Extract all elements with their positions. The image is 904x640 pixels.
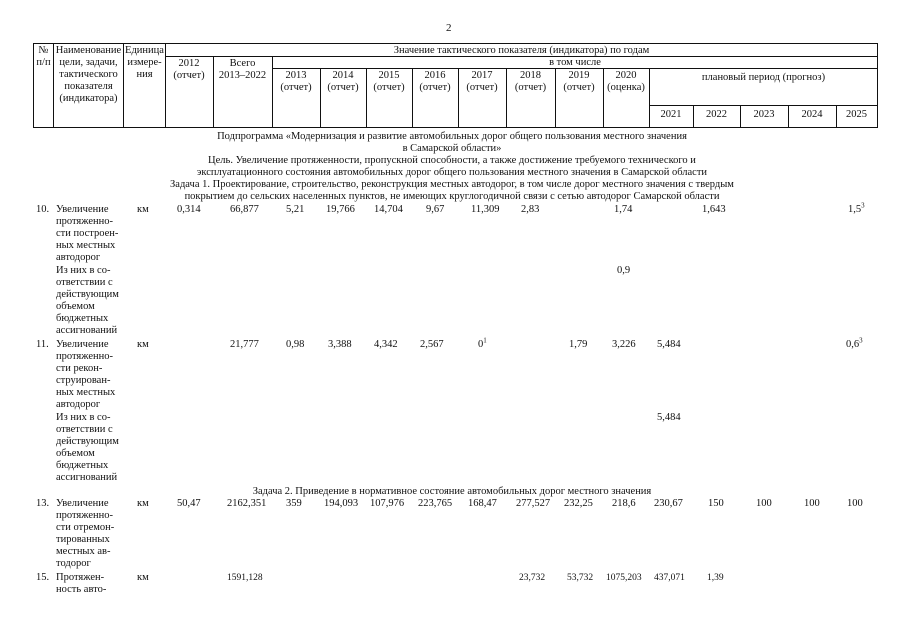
- header-plan-title: плановый период (прогноз): [701, 72, 826, 83]
- header-total-1: Всего: [229, 58, 256, 69]
- task2-title: Задача 2. Приведение в нормативное состояние автомобильных дорог местного значения: [252, 486, 652, 497]
- value-2018: 23,732: [519, 573, 546, 583]
- header-plan-2022: 2022: [706, 109, 727, 120]
- value-2021: 5,484: [657, 412, 681, 423]
- header-year-2016: 2016: [424, 70, 446, 81]
- value-2022: 1,39: [707, 573, 724, 583]
- value-2019: 1,79: [569, 339, 588, 350]
- row-unit: км: [137, 498, 149, 509]
- value-2025: 100: [847, 498, 863, 509]
- value-2012: 0,314: [177, 204, 201, 215]
- header-name-1: Наименование: [55, 45, 122, 56]
- header-total-2: 2013–2022: [218, 70, 267, 81]
- header-note-2014: (отчет): [327, 82, 359, 93]
- row-name: Протяжен- ность авто-: [56, 572, 107, 595]
- value-2013: 0,98: [286, 339, 305, 350]
- row-unit: км: [137, 204, 149, 215]
- row-number: 15.: [36, 572, 50, 583]
- value-2013: 359: [286, 498, 302, 509]
- header-name-4: показателя: [64, 81, 113, 92]
- value-2016: 9,67: [426, 204, 445, 215]
- header-plan-2024: 2024: [801, 109, 823, 120]
- value-2020: 3,226: [612, 339, 636, 350]
- page-number: 2: [446, 22, 452, 34]
- value-total: 2162,351: [227, 498, 267, 509]
- header-note-2016: (отчет): [419, 82, 451, 93]
- value-2015: 4,342: [374, 339, 398, 350]
- row-name: Увеличение протяженно- сти построен- ных местных автодорог: [56, 204, 119, 263]
- header-2012-year: 2012: [178, 58, 200, 69]
- task1-line1: Задача 1. Проектирование, строительство, реконструкция местных автодорог, в том числе дорог местного значения с твердым: [170, 179, 734, 190]
- value-2014: 3,388: [328, 339, 352, 350]
- value-2023: 100: [756, 498, 772, 509]
- header-subgroup-title: в том числе: [549, 57, 601, 68]
- task1-line2: покрытием до сельских населенных пунктов, не имеющих круглогодичной связи с сетью автодорог Самарской области: [184, 191, 720, 202]
- header-name-3: тактического: [59, 69, 118, 80]
- header-note-2020: (оценка): [607, 82, 645, 93]
- header-note-2019: (отчет): [563, 82, 595, 93]
- value-2018: 2,83: [521, 204, 540, 215]
- row-unit: км: [137, 339, 149, 350]
- row-number: 10.: [36, 204, 50, 215]
- row-name: Из них в со- ответствии с действующим объемом бюджетных ассигнований: [56, 412, 119, 483]
- value-2016: 2,567: [420, 339, 444, 350]
- header-note-2018: (отчет): [514, 82, 547, 93]
- header-year-2014: 2014: [332, 70, 354, 81]
- header-group-title: Значение тактического показателя (индикатора) по годам: [393, 45, 650, 56]
- value-2019: 232,25: [564, 498, 593, 509]
- header-note-2015: (отчет): [373, 82, 405, 93]
- value-2015: 107,976: [370, 498, 405, 509]
- value-total: 66,877: [230, 204, 259, 215]
- row-unit: км: [137, 572, 149, 583]
- subprogram-title-line1: Подпрограмма «Модернизация и развитие автомобильных дорог общего пользования местного значения: [217, 131, 687, 142]
- value-2022: 1,643: [702, 204, 726, 215]
- value-2025: $1,5^3$: [848, 201, 865, 215]
- header-year-2020: 2020: [615, 70, 637, 81]
- header-unit-3: ния: [136, 69, 153, 80]
- value-total: 21,777: [230, 339, 259, 350]
- row-name: Из них в со- ответствии с действующим объемом бюджетных ассигнований: [56, 265, 119, 336]
- value-2013: 5,21: [286, 204, 305, 215]
- value-2022: 150: [708, 498, 724, 509]
- header-year-2018: 2018: [520, 70, 541, 81]
- header-name-2: цели, задачи,: [59, 57, 118, 68]
- row-number: 11.: [36, 339, 49, 350]
- value-2016: 223,765: [418, 498, 453, 509]
- header-plan-2025: 2025: [846, 109, 867, 120]
- header-2012-note: (отчет): [173, 70, 205, 81]
- value-2025: $0,6^3$: [846, 336, 863, 350]
- header-note-2017: (отчет): [466, 82, 498, 93]
- header-plan-2021: 2021: [660, 109, 682, 120]
- header-name-5: (индикатора): [59, 93, 118, 104]
- value-2020: 1075,203: [606, 573, 642, 583]
- value-2017: 11,309: [471, 204, 500, 215]
- header-year-2017: 2017: [471, 70, 493, 81]
- value-2017: $0^1$: [478, 336, 487, 350]
- value-total: 1591,128: [227, 573, 263, 583]
- value-2014: 19,766: [326, 204, 355, 215]
- value-2024: 100: [804, 498, 820, 509]
- header-unit-2: измере-: [127, 57, 162, 68]
- subprogram-title-line2: в Самарской области»: [402, 143, 502, 154]
- value-2017: 168,47: [468, 498, 497, 509]
- header-year-2019: 2019: [568, 70, 590, 81]
- goal-line1: Цель. Увеличение протяженности, пропускной способности, а также достижение требуемого технического и: [208, 155, 696, 166]
- header-year-2013: 2013: [285, 70, 307, 81]
- value-2021: 437,071: [654, 573, 685, 583]
- header-note-2013: (отчет): [280, 82, 312, 93]
- value-2015: 14,704: [374, 204, 403, 215]
- value-2018: 277,527: [516, 498, 551, 509]
- row-number: 13.: [36, 498, 50, 509]
- value-2020: 1,74: [614, 204, 633, 215]
- value-2020: 218,6: [612, 498, 636, 509]
- header-year-2015: 2015: [378, 70, 400, 81]
- row-name: Увеличение протяженно- сти отремон- тированных местных ав- тодорог: [56, 498, 115, 569]
- header-num-2: п/п: [36, 57, 51, 68]
- header-plan-2023: 2023: [753, 109, 775, 120]
- value-2021: 5,484: [657, 339, 681, 350]
- header-unit-1: Единица: [125, 45, 164, 56]
- value-2020: 0,9: [617, 265, 631, 276]
- value-2014: 194,093: [324, 498, 359, 509]
- header-num-1: №: [38, 45, 49, 56]
- value-2012: 50,47: [177, 498, 201, 509]
- goal-line2: эксплуатационного состояния автомобильных дорог общего пользования местного значения в Самарской области: [196, 167, 708, 178]
- value-2019: 53,732: [567, 573, 594, 583]
- row-name: Увеличение протяженно- сти рекон- струирован- ных местных автодорог: [56, 339, 116, 410]
- value-2021: 230,67: [654, 498, 683, 509]
